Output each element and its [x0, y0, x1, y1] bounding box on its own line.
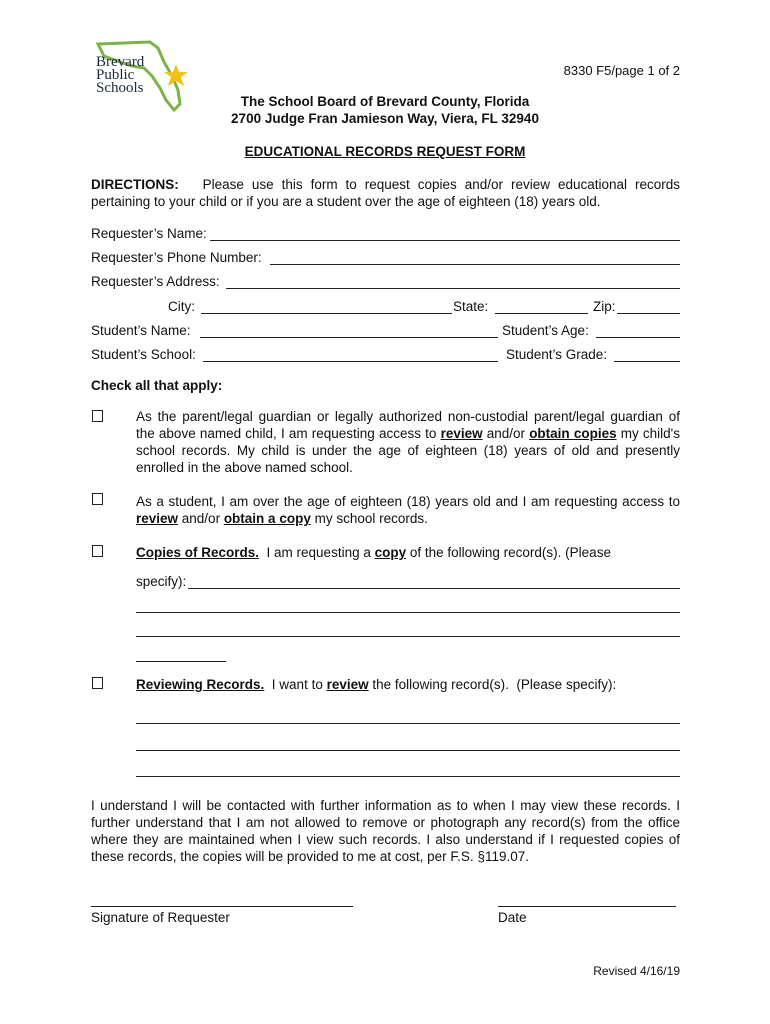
reviewing-specify-line-1[interactable]	[136, 723, 680, 724]
check-all-heading: Check all that apply:	[91, 378, 223, 393]
copies-checkbox[interactable]	[92, 545, 103, 557]
directions-label: DIRECTIONS:	[91, 177, 179, 192]
student-option-text	[136, 493, 680, 527]
zip-field[interactable]	[617, 313, 680, 314]
student-grade-label: Student’s Grade:	[506, 347, 608, 362]
student-school-field[interactable]	[203, 361, 498, 362]
directions-text: Please use this form to request copies and/or review educational records pertaining to your child or if you are a student over the age of eighteen (18) years old.	[91, 177, 680, 209]
city-label: City:	[168, 299, 195, 314]
student-school-label: Student’s School:	[91, 347, 196, 362]
revised-date: Revised 4/16/19	[593, 964, 680, 978]
reviewing-review-word: review	[326, 677, 369, 692]
copies-option-text	[136, 545, 611, 560]
reviewing-text-pre: I want to	[264, 677, 327, 692]
student-obtain-word: obtain a copy	[223, 511, 311, 526]
parent-obtain-word: obtain copies	[529, 426, 617, 441]
copies-specify-label: specify):	[136, 574, 187, 589]
board-address: 2700 Judge Fran Jamieson Way, Viera, FL 32940	[231, 111, 539, 126]
parent-option-text	[136, 408, 680, 476]
copies-text-post: of the following record(s). (Please	[406, 545, 611, 560]
parent-review-word: review	[440, 426, 483, 441]
reviewing-text-post: the following record(s). (Please specify):	[368, 677, 620, 692]
reviewing-specify-line-3[interactable]	[136, 776, 680, 777]
requester-name-field[interactable]	[210, 240, 680, 241]
state-field[interactable]	[495, 313, 588, 314]
copies-specify-line-3[interactable]	[136, 636, 680, 637]
requester-address-label: Requester’s Address:	[91, 274, 220, 289]
parent-text-post: my child's school records. My child is under the age of eighteen (18) years of old and presently enrolled in the above named school.	[136, 426, 681, 475]
student-name-field[interactable]	[200, 337, 498, 338]
signature-field[interactable]	[91, 906, 353, 907]
date-label: Date	[498, 910, 527, 925]
copies-title: Copies of Records.	[136, 545, 260, 560]
parent-checkbox[interactable]	[92, 410, 103, 422]
form-number: 8330 F5/page 1 of 2	[563, 63, 680, 78]
student-text-pre: As a student, I am over the age of eighteen (18) years old and I am requesting access to	[136, 494, 680, 509]
requester-phone-label: Requester’s Phone Number:	[91, 250, 262, 265]
copies-text-pre: I am requesting a	[259, 545, 375, 560]
reviewing-specify-line-2[interactable]	[136, 750, 680, 751]
date-field[interactable]	[498, 906, 676, 907]
logo-line-3: Schools	[96, 80, 144, 96]
signature-label: Signature of Requester	[91, 910, 230, 925]
reviewing-checkbox[interactable]	[92, 677, 103, 689]
form-title: EDUCATIONAL RECORDS REQUEST FORM	[244, 144, 526, 159]
requester-phone-field[interactable]	[270, 264, 680, 265]
understanding-statement: I understand I will be contacted with further information as to when I may view these records. I further understand that I am not allowed to remove or photograph any record(s) from the office where they are maintained when I view such records. I also understand if I requested copies of these records, the copies will be provided to me at cost, per F.S. §119.07.	[91, 798, 680, 864]
board-name: The School Board of Brevard County, Florida	[240, 94, 530, 109]
copies-specify-line-1[interactable]	[188, 588, 680, 589]
student-name-label: Student’s Name:	[91, 323, 191, 338]
logo-line-1: Brevard	[96, 54, 145, 70]
student-text-post: my school records.	[310, 511, 428, 526]
directions	[91, 176, 680, 210]
student-checkbox[interactable]	[92, 493, 103, 505]
requester-name-label: Requester’s Name:	[91, 226, 207, 241]
student-text-mid: and/or	[178, 511, 224, 526]
copies-specify-line-4[interactable]	[136, 661, 226, 662]
logo-line-2: Public	[96, 67, 135, 83]
zip-label: Zip:	[593, 299, 616, 314]
city-field[interactable]	[201, 313, 452, 314]
copies-specify-line-2[interactable]	[136, 612, 680, 613]
student-review-word: review	[136, 511, 179, 526]
student-age-field[interactable]	[596, 337, 680, 338]
state-label: State:	[453, 299, 489, 314]
student-age-label: Student’s Age:	[502, 323, 589, 338]
logo-text	[96, 56, 144, 95]
student-grade-field[interactable]	[614, 361, 680, 362]
parent-text-mid: and/or	[482, 426, 530, 441]
parent-text-pre: As the parent/legal guardian or legally authorized non-custodial parent/legal guardian of the above named child, I am requesting access to	[136, 409, 680, 441]
reviewing-option-text	[136, 677, 620, 692]
reviewing-title: Reviewing Records.	[136, 677, 265, 692]
copies-copy-word: copy	[374, 545, 407, 560]
requester-address-field[interactable]	[226, 288, 680, 289]
